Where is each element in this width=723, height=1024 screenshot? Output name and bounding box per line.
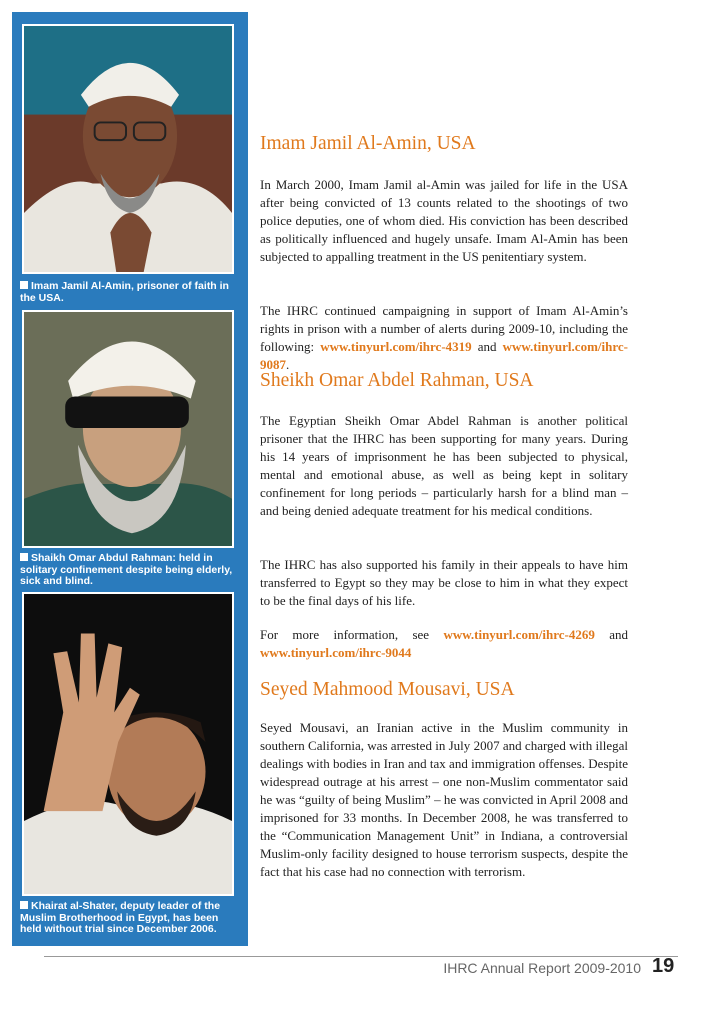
link-ihrc-4319[interactable]: www.tinyurl.com/ihrc-4319 (320, 339, 472, 354)
conjunction-text: and (594, 627, 628, 642)
section2-paragraph3-text: For more information, see (260, 627, 444, 642)
section2-paragraph2: The IHRC has also supported his family in their appeals to have him transferred to Egypt so they may be close to him in what they expect to be the final days of his life. (260, 557, 628, 608)
portrait-image (24, 26, 232, 272)
photo-omar-abdel-rahman (22, 310, 234, 548)
link-ihrc-4269[interactable]: www.tinyurl.com/ihrc-4269 (443, 627, 595, 642)
bullet-square-icon (20, 901, 28, 909)
photo2-caption (20, 553, 242, 588)
link-ihrc-9087[interactable]: www.tinyurl.com/ihrc-9087 (260, 339, 628, 372)
photo3-caption-text: Khairat al-Shater, deputy leader of the Muslim Brotherhood in Egypt, has been held without trial since December 2006. (20, 900, 221, 935)
footer-divider (44, 956, 678, 957)
section2-paragraph3 (260, 626, 628, 662)
photo1-caption (20, 281, 242, 304)
portrait-image (24, 594, 232, 894)
photo-khairat-al-shater (22, 592, 234, 896)
bullet-square-icon (20, 281, 28, 289)
photo1-caption-text: Imam Jamil Al-Amin, prisoner of faith in the USA. (20, 280, 229, 304)
section1-paragraph2-text: The IHRC continued campaigning in support of Imam Al-Amin’s rights in prison with a number of alerts during 2009-10, including the following: (260, 303, 628, 354)
section3-paragraph1: Seyed Mousavi, an Iranian active in the Muslim community in southern California, was arrested in July 2007 and charged with illegal dealings with bodies in Iran and tax and immigration offenses. Despite widespread outrage at his arrest – one non-Muslim commentator said he was “guilty of being Muslim” – he was convicted in April 2008 and imprisoned for 33 months. In December 2008, he was transferred to the “Communication Management Unit” in Indiana, a controversial Muslim-only facility designed to house terrorism suspects, despite the fact that his case had no connection with terrorism. (260, 720, 628, 879)
section1-paragraph1: In March 2000, Imam Jamil al-Amin was jailed for life in the USA after being convicted of 13 counts related to the shootings of two police deputies, one of whom died. His conviction has been described as politically influenced and hugely unsafe. Imam Al-Amin has been subjected to appalling treatment in the US penitentiary system. (260, 177, 628, 264)
section-title-imam-jamil-al-amin: Imam Jamil Al-Amin, USA (260, 133, 476, 154)
photo3-caption (20, 901, 242, 936)
page-number: 19 (652, 955, 675, 977)
period-text: . (286, 357, 290, 372)
conjunction-text: and (471, 339, 503, 354)
photo2-caption-text: Shaikh Omar Abdul Rahman: held in solitary confinement despite being elderly, sick and blind. (20, 552, 233, 587)
bullet-square-icon (20, 553, 28, 561)
portrait-image (24, 312, 232, 546)
photo-imam-jamil-al-amin (22, 24, 234, 274)
link-ihrc-9044[interactable]: www.tinyurl.com/ihrc-9044 (260, 645, 412, 660)
section-title-seyed-mahmood-mousavi: Seyed Mahmood Mousavi, USA (260, 679, 515, 700)
section2-paragraph1: The Egyptian Sheikh Omar Abdel Rahman is another political prisoner that the IHRC has been supporting for many years. During his 14 years of imprisonment he has been subjected to physical, mental and emotional abuse, as well as being kept in solitary confinement for long periods – particularly harsh for a blind man – and being denied adequate treatment for his medical conditions. (260, 413, 628, 518)
section-title-omar-abdel-rahman: Sheikh Omar Abdel Rahman, USA (260, 370, 534, 391)
footer-report-title: IHRC Annual Report 2009-2010 (443, 960, 641, 976)
section1-paragraph2 (260, 302, 628, 374)
